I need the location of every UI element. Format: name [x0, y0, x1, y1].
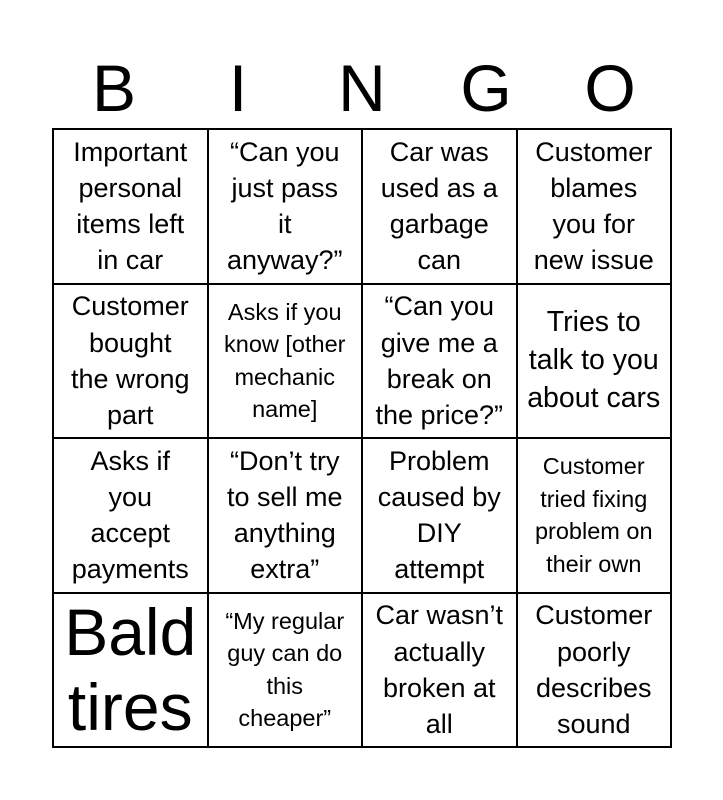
bingo-cell-r3c3[interactable] — [362, 438, 517, 593]
bingo-cell-r4c3[interactable] — [362, 593, 517, 748]
bingo-cell-r2c2[interactable] — [208, 284, 363, 439]
header-letter-o: O — [584, 51, 636, 125]
header-letter-i: I — [228, 51, 248, 125]
cell-text: Customer poorly describes sound — [535, 600, 653, 739]
cell-text: “Can you give me a break on the price?” — [375, 291, 504, 430]
cell-text: “Can you just pass it anyway?” — [226, 136, 343, 276]
bingo-cell-r1c3[interactable] — [362, 129, 517, 284]
bingo-cell-r4c1[interactable] — [53, 593, 208, 748]
cell-text: “Don’t try to sell me anything extra” — [226, 445, 343, 585]
bingo-cell-r2c1[interactable] — [53, 284, 208, 439]
bingo-cell-r1c1[interactable] — [53, 129, 208, 284]
cell-text: Important personal items left in car — [73, 136, 188, 276]
bingo-cell-r4c2[interactable] — [208, 593, 363, 748]
header-letter-g: G — [460, 51, 512, 125]
cell-text: Customer bought the wrong part — [70, 291, 190, 430]
cell-text: Customer blames you for new issue — [533, 136, 654, 276]
cell-text: Asks if you know [other mechanic name] — [224, 298, 346, 423]
bingo-cell-r3c4[interactable] — [517, 438, 672, 593]
bingo-cell-r1c2[interactable] — [208, 129, 363, 284]
cell-text: Tries to talk to you about cars — [527, 306, 661, 414]
cell-text: “My regular guy can do this cheaper” — [225, 607, 345, 732]
cell-text: Asks if you accept payments — [71, 445, 189, 585]
cell-text: Car was used as a garbage can — [380, 136, 498, 276]
header-letter-n: N — [338, 51, 386, 125]
bingo-cell-r2c4[interactable] — [517, 284, 672, 439]
bingo-header — [52, 52, 672, 124]
bingo-cell-r1c4[interactable] — [517, 129, 672, 284]
bingo-cell-r4c4[interactable] — [517, 593, 672, 748]
cell-text: Customer tried fixing problem on their own — [534, 453, 653, 577]
bingo-cell-r2c3[interactable] — [362, 284, 517, 439]
cell-text: Bald tires — [64, 595, 197, 744]
cell-text: Car wasn’t actually broken at all — [375, 600, 504, 739]
bingo-cell-r3c1[interactable] — [53, 438, 208, 593]
bingo-cell-r3c2[interactable] — [208, 438, 363, 593]
bingo-board — [52, 128, 672, 748]
cell-text: Problem caused by DIY attempt — [377, 445, 501, 585]
header-letter-b: B — [91, 51, 137, 125]
